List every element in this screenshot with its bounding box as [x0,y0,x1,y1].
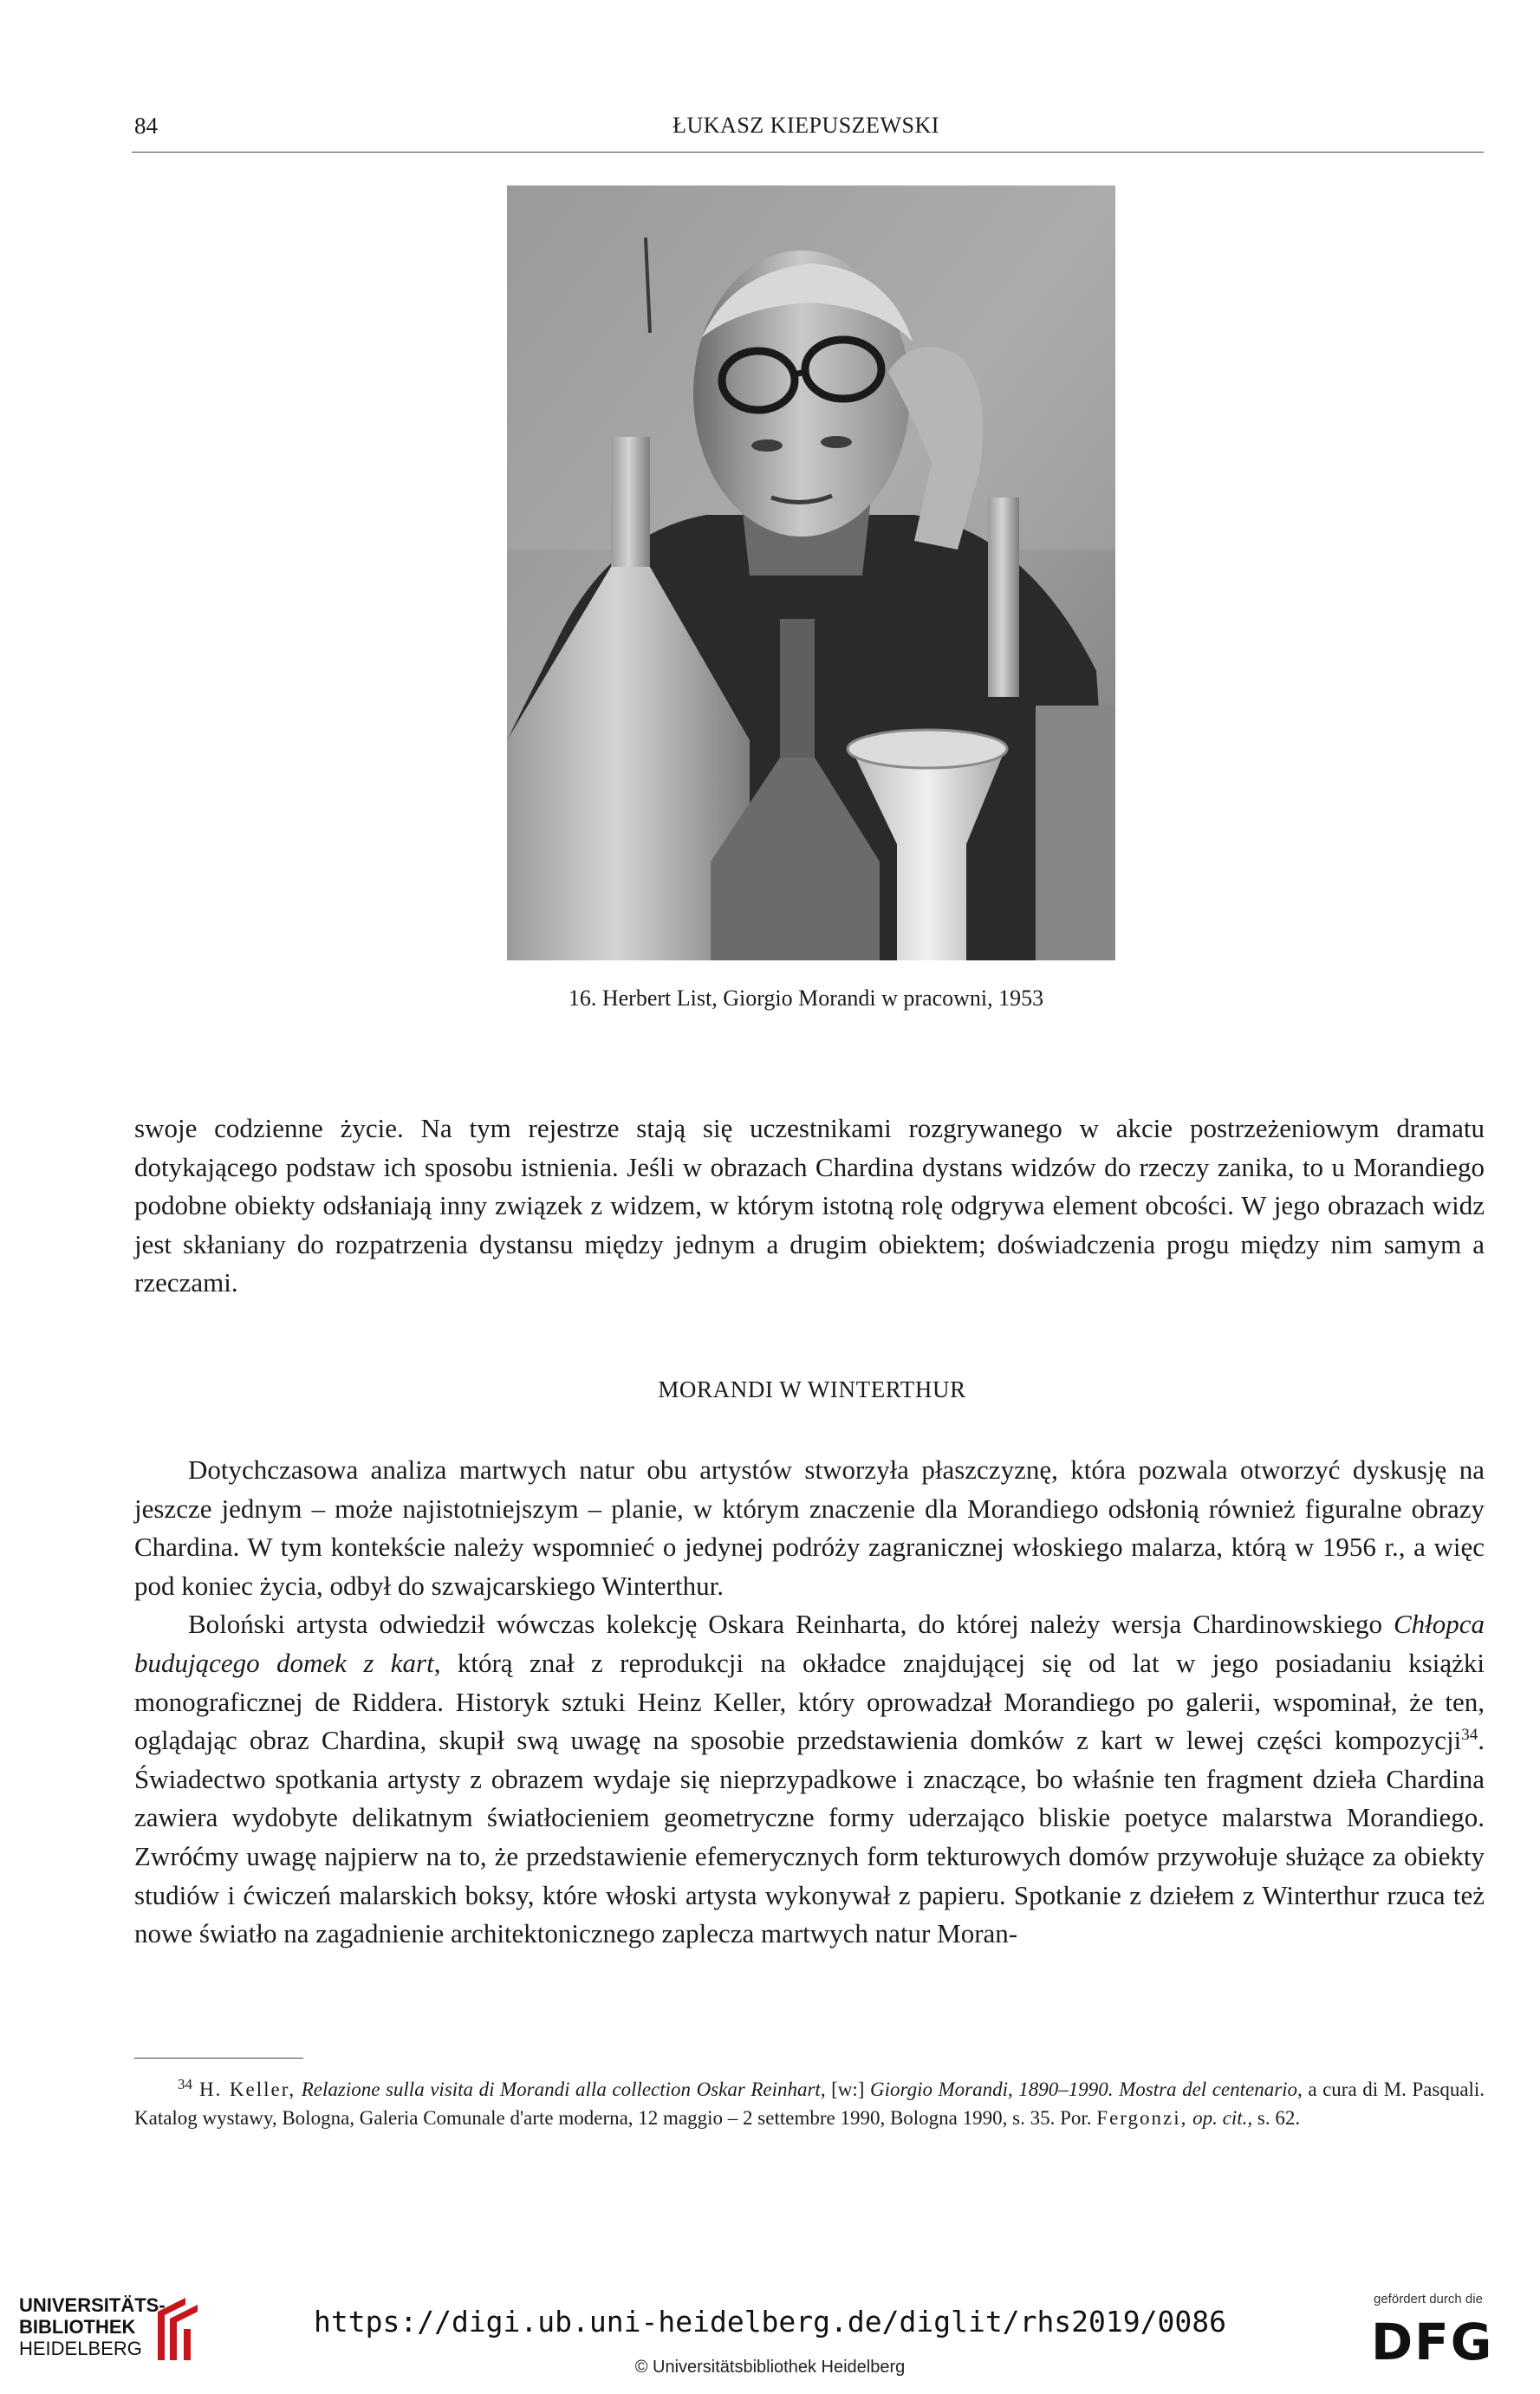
footnote-reference[interactable]: 34 [1461,1726,1478,1745]
library-line-3: HEIDELBERG [19,2338,142,2359]
running-head: ŁUKASZ KIEPUSZEWSKI [673,113,939,138]
dfg-logo[interactable]: DFG [1371,2313,1494,2371]
footnote-op-cit: op. cit., [1192,2107,1253,2129]
body-section [134,1451,1485,1954]
header-rule [132,152,1484,153]
paragraph-2: Dotychczasowa analiza martwych natur obu artystów stworzyła płaszczyznę, która pozwala otworzyć dyskusję na jeszcze jednym – może najistotniejszym – planie, w którym znaczenie dla Morandiego odsłonią również figuralne obrazy Chardina. W tym kontekście należy wspomnieć o jedynej podróży zagranicznej włoskiego malarza, którą w 1956 r., a więc pod koniec życia, odbył do szwajcarskiego Winterthur. [134,1454,1485,1601]
footnote-details: a cura di M. Pasquali. Katalog wystawy, Bologna, Galeria Comunale d'arte moderna, 12 maggio – 2 settembre 1990, Bologna 1990, s. 35. Por. [134,2078,1485,2129]
library-line-2: BIBLIOTHEK [19,2316,136,2338]
paragraph-3 [134,1605,1485,1953]
section-heading: MORANDI W WINTERTHUR [658,1376,966,1402]
footnote-in-label: [w:] [831,2078,865,2100]
paragraph-3-part-a: Boloński artysta odwiedził wówczas kolekcję Oskara Reinharta, do której należy wersja Chardinowskiego [188,1609,1394,1640]
footnote-page-ref: s. 62. [1257,2107,1301,2129]
footnote-author-2: Fergonzi, [1096,2107,1188,2129]
copyright-notice: © Universitätsbibliothek Heidelberg [634,2358,906,2377]
paragraph-3-part-b: , którą znał z reprodukcji na okładce znajdującej się od lat w jego posiadaniu książki monograficznej de Riddera. Historyk sztuki Heinz Keller, który oprowadzał Morandiego po galerii, wspominał, że ten, oglądając obraz Chardina, skupił swą uwagę na sposobie przedstawienia domków z kart w lewej części kompozycji [134,1647,1485,1756]
footnote-title: Relazione sulla visita di Morandi alla collection Oskar Reinhart, [301,2078,826,2100]
sponsor-text: gefördert durch die [1374,2292,1483,2306]
photograph-illustration [507,185,1115,960]
footnote-author: H. Keller, [199,2078,296,2100]
paragraph-3-part-c: . Świadectwo spotkania artysty z obrazem wydaje się nieprzypadkowe i znaczące, bo właśnie ten fragment dzieła Chardina zawiera wydobyte delikatnym światłocieniem geometryczne formy uderzająco bliskie poetyce malarstwa Morandiego. Zwróćmy uwagę najpierw na to, że przedstawienie efemerycznych form tekturowych domów przywołuje służące za obiekty studiów i ćwiczeń malarskich boksy, które włoski artysta wykonywał z papieru. Spotkanie z dziełem z Winterthur rzuca też nowe światło na zagadnienie architektonicznego zaplecza martwych natur Moran- [134,1725,1485,1949]
paragraph-1-text: swoje codzienne życie. Na tym rejestrze stają się uczestnikami rozgrywanego w akcie postrzeżeniowym dramatu dotykającego podstaw ich sposobu istnienia. Jeśli w obrazach Chardina dystans widzów do rzeczy zanika, to u Morandiego podobne obiekty odsłaniają inny związek z widzem, w którym istotną rolę odgrywa element obcości. W jego obrazach widz jest skłaniany do rozpatrzenia dystansu między jednym a drugim obiektem; doświadczenia progu między nim samym a rzeczami. [134,1113,1485,1298]
figure-caption: 16. Herbert List, Giorgio Morandi w pracowni, 1953 [568,986,1044,1011]
figure-photograph [507,185,1115,960]
footnote-number: 34 [178,2076,192,2092]
footnote-rule [134,2058,303,2059]
permalink-url[interactable]: https://digi.ub.uni-heidelberg.de/diglit/rhs2019/0086 [314,2305,1226,2339]
library-line-1: UNIVERSITÄTS- [19,2294,166,2316]
page-number: 84 [134,113,158,139]
footnote-source: Giorgio Morandi, 1890–1990. Mostra del centenario, [870,2078,1303,2100]
footnote [134,2075,1485,2132]
paragraph-1 [134,1109,1485,1303]
artwork-title: Chłopca budującego domek z kart [134,1609,1485,1678]
